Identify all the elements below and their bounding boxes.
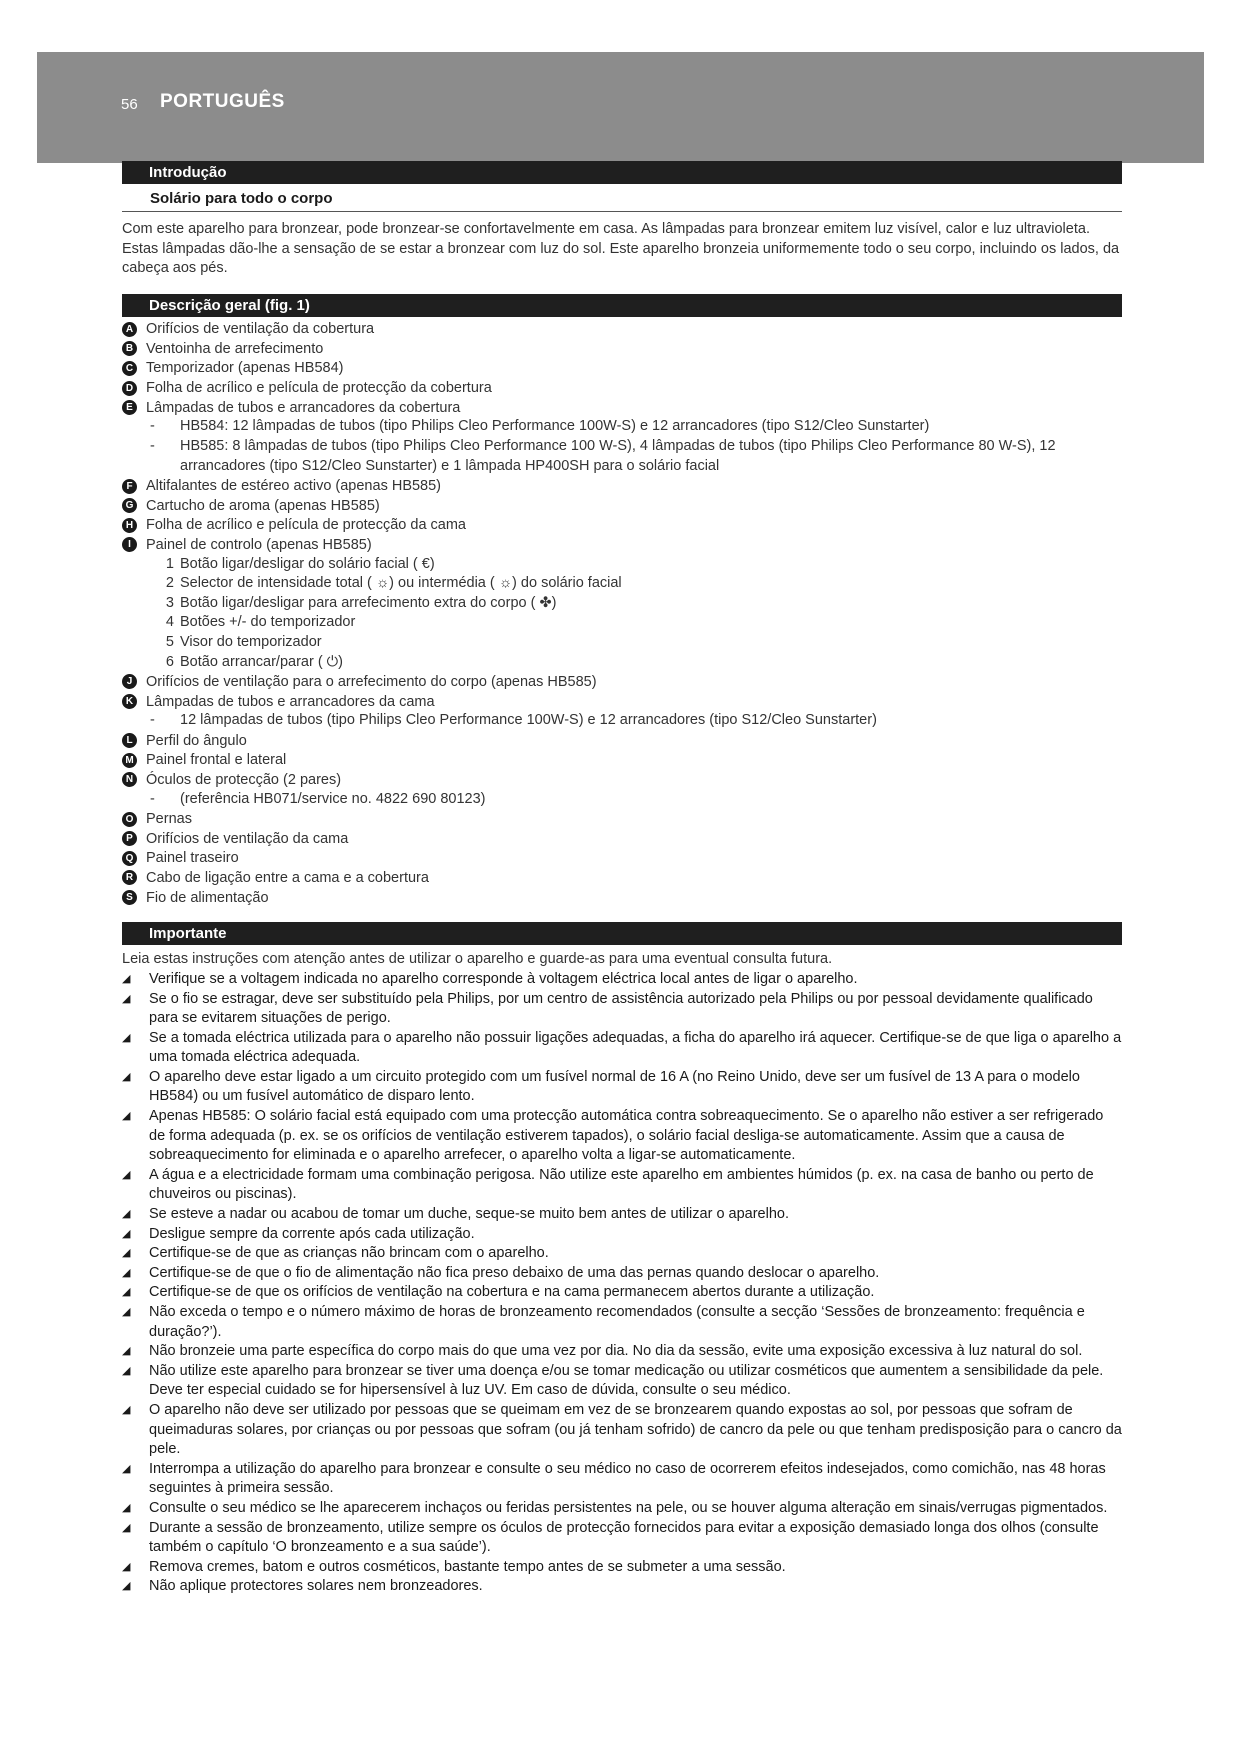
bullet-icon: ◢ [122,1462,131,1475]
overview-item-g [122,496,1122,516]
warning-item [122,1519,1122,1558]
warning-text: A água e a electricidade formam uma combinação perigosa. Não utilize este aparelho em ambientes húmidos (p. ex. na casa de banho ou perto de chuveiros ou piscinas). [149,1166,1094,1203]
subheading-solario: Solário para todo o corpo [122,187,1122,212]
overview-item-label: Fio de alimentação [146,889,269,906]
letter-p-badge: P [122,831,137,846]
overview-item-e [122,398,1122,418]
overview-item-f [122,476,1122,496]
bullet-icon: ◢ [122,972,131,985]
letter-s-badge: S [122,890,137,905]
intro-paragraph: Com este aparelho para bronzear, pode bronzear-se confortavelmente em casa. As lâmpadas para bronzear emitem luz visível, calor e luz ultravioleta. Estas lâmpadas dão-lhe a sensação de se estar a bronzear com luz do sol. Este aparelho bronzeia uniformemente todo o seu corpo, incluindo os lados, da cabeça aos pés. [122,221,1120,276]
overview-item-p [122,829,1122,849]
letter-b-badge: B [122,341,137,356]
overview-subitem-text: (referência HB071/service no. 4822 690 80123) [180,790,486,807]
bullet-icon: ◢ [122,1070,131,1083]
letter-h-badge: H [122,518,137,533]
warning-text: Verifique se a voltagem indicada no aparelho corresponde à voltagem eléctrica local antes de ligar o aparelho. [149,970,858,987]
overview-item-label: Orifícios de ventilação da cama [146,830,349,847]
overview-item-k [122,692,1122,712]
overview-subitem: - HB585: 8 lâmpadas de tubos (tipo Philips Cleo Performance 100 W-S), 4 lâmpadas de tubos (tipo Philips Cleo Performance 80 W-S), 12 arrancadores (tipo S12/Cleo Sunstarter) e 1 lâmpada HP400SH para o solário facial [122,437,1122,476]
bullet-icon: ◢ [122,1227,131,1240]
overview-item-r [122,868,1122,888]
letter-n-badge: N [122,772,137,787]
control-item-1: 1 Botão ligar/desligar do solário facial ( €) [165,555,435,572]
overview-list [122,320,1122,908]
letter-a-badge: A [122,322,137,337]
control-item-label: Botão ligar/desligar para arrefecimento extra do corpo ( ✤) [180,594,557,611]
warning-item [122,1205,1122,1225]
overview-item-b [122,339,1122,359]
overview-item-a [122,320,1122,340]
bullet-icon: ◢ [122,1345,131,1358]
warning-item [122,1342,1122,1362]
overview-subitem: - HB584: 12 lâmpadas de tubos (tipo Philips Cleo Performance 100W-S) e 12 arrancadores (tipo S12/Cleo Sunstarter) [122,417,1122,437]
letter-f-badge: F [122,479,137,494]
letter-d-badge: D [122,381,137,396]
letter-k-badge: K [122,694,137,709]
overview-item-d [122,378,1122,398]
warning-text: Não bronzeie uma parte específica do corpo mais do que uma vez por dia. No dia da sessão, evite uma exposição excessiva à luz natural do sol. [149,1343,1083,1360]
warning-text: Consulte o seu médico se lhe aparecerem inchaços ou feridas persistentes na pele, ou se houver alguma alteração em sinais/verrugas pigmentados. [149,1499,1108,1516]
overview-item-n [122,770,1122,790]
section-heading-intro: Introdução [122,161,1122,184]
control-item-5: 5 Visor do temporizador [165,634,322,650]
overview-item-label: Painel frontal e lateral [146,752,287,769]
overview-subitem: - (referência HB071/service no. 4822 690 80123) [122,790,1122,810]
letter-r-badge: R [122,870,137,885]
letter-i-badge: I [122,537,137,552]
letter-e-badge: E [122,400,137,415]
overview-item-label: Óculos de protecção (2 pares) [146,771,342,788]
important-intro: Leia estas instruções com atenção antes de utilizar o aparelho e guarde-as para uma eventual consulta futura. [122,951,833,968]
warning-item [122,1107,1122,1166]
overview-item-label: Ventoinha de arrefecimento [146,340,324,357]
overview-subitem-text: HB584: 12 lâmpadas de tubos (tipo Philips Cleo Performance 100W-S) e 12 arrancadores (tipo S12/Cleo Sunstarter) [180,418,930,435]
control-item-label: Botões +/- do temporizador [180,614,356,631]
language-title: PORTUGUÊS [160,91,285,112]
overview-item-o [122,809,1122,829]
warning-text: Desligue sempre da corrente após cada utilização. [149,1225,475,1242]
overview-item-label: Cartucho de aroma (apenas HB585) [146,497,380,514]
overview-subitem-text: HB585: 8 lâmpadas de tubos (tipo Philips Cleo Performance 100 W-S), 4 lâmpadas de tubos (tipo Philips Cleo Performance 80 W-S), 12 arrancadores (tipo S12/Cleo Sunstarter) e 1 lâmpada HP400SH para o solário facial [180,438,1056,474]
bullet-icon: ◢ [122,1247,131,1260]
bullet-icon: ◢ [122,1306,131,1318]
warning-item [122,1283,1122,1303]
warning-text: Não aplique protectores solares nem bronzeadores. [149,1578,483,1595]
warning-text: Certifique-se de que os orifícios de ventilação na cobertura e na cama permanecem abertos durante a utilização. [149,1284,875,1301]
warning-item [122,1362,1122,1401]
warning-text: O aparelho não deve ser utilizado por pessoas que se queimam em vez de se bronzearem quando expostas ao sol, por pessoas que sofram de queimaduras solares, por crianças ou por pessoas que sofram (ou já tenham sofrido) de cancro da pele ou que tenham predisposição para o cancro da pele. [149,1401,1122,1458]
bullet-icon: ◢ [122,1560,131,1573]
overview-item-m [122,751,1122,771]
control-item-6: 6 Botão arrancar/parar ( ⏻) [165,653,343,670]
warning-item [122,970,1122,990]
control-item-4: 4 Botões +/- do temporizador [165,614,356,631]
overview-item-label: Temporizador (apenas HB584) [146,360,344,377]
overview-item-label: Cabo de ligação entre a cama e a cobertura [146,869,429,886]
warning-text: Se esteve a nadar ou acabou de tomar um duche, seque-se muito bem antes de utilizar o aparelho. [149,1206,790,1223]
overview-item-label: Painel de controlo (apenas HB585) [146,536,372,553]
warning-item [122,1558,1122,1578]
warning-text: Não exceda o tempo e o número máximo de horas de bronzeamento recomendados (consulte a secção ‘Sessões de bronzeamento: frequência e duração?’). [149,1304,1085,1340]
section-heading-overview: Descrição geral (fig. 1) [122,294,1122,317]
overview-item-label: Lâmpadas de tubos e arrancadores da cama [146,693,435,710]
control-item-label: Botão arrancar/parar ( ⏻) [180,653,343,670]
overview-item-label: Painel traseiro [146,850,239,867]
warning-text: Se a tomada eléctrica utilizada para o aparelho não possuir ligações adequadas, a ficha do aparelho irá aquecer. Certifique-se de que liga o aparelho a uma tomada eléctrica adequada. [149,1029,1122,1066]
bullet-icon: ◢ [122,1364,131,1377]
overview-item-j [122,672,1122,692]
control-item-label: Botão ligar/desligar do solário facial ( €) [180,555,435,572]
bullet-icon: ◢ [122,1168,131,1181]
warning-item [122,1264,1122,1284]
letter-o-badge: O [122,812,137,827]
warning-item [122,1499,1122,1519]
bullet-icon: ◢ [122,1580,131,1593]
bullet-icon: ◢ [122,1031,131,1044]
overview-item-label: Pernas [146,811,192,828]
overview-item-label: Altifalantes de estéreo activo (apenas HB585) [146,478,442,495]
warning-item [122,1303,1122,1342]
bullet-icon: ◢ [122,1286,131,1299]
overview-item-h [122,515,1122,535]
overview-item-label: Folha de acrílico e película de protecção da cama [146,517,466,534]
letter-l-badge: L [122,733,137,748]
control-item-label: Visor do temporizador [180,634,322,650]
warning-item [122,1401,1122,1460]
warning-item [122,1244,1122,1264]
warning-text: Durante a sessão de bronzeamento, utilize sempre os óculos de protecção fornecidos para evitar a exposição demasiado longa dos olhos (consulte também o capítulo ‘O bronzeamento e a sua saúde’). [149,1519,1099,1556]
warning-item [122,1166,1122,1205]
bullet-icon: ◢ [122,1501,131,1514]
letter-q-badge: Q [122,851,137,866]
warning-text: Apenas HB585: O solário facial está equipado com uma protecção automática contra sobreaquecimento. Se o aparelho não estiver a ser refrigerado de forma adequada (p. ex. se os orifícios de ventilação estiverem tapados), o solário facial desliga-se automaticamente. Assim que a causa de sobreaquecimento for eliminada e o aparelho arrefecer, o aparelho volta a ligar-se automaticamente. [149,1108,1104,1164]
important-list [122,950,1122,1597]
overview-item-label: Orifícios de ventilação da cobertura [146,321,375,338]
overview-item-q [122,849,1122,869]
page-content [122,161,1122,1597]
warning-text: Se o fio se estragar, deve ser substituído pela Philips, por um centro de assistência autorizado pela Philips ou por pessoal devidamente qualificado para se evitarem situações de perigo. [149,990,1093,1027]
overview-item-i [122,535,1122,555]
control-item-3: 3 Botão ligar/desligar para arrefecimento extra do corpo ( ✤) [165,594,557,611]
warning-item [122,1225,1122,1245]
letter-j-badge: J [122,674,137,689]
letter-m-badge: M [122,753,137,768]
page-number: 56 [121,96,138,113]
warning-item [122,1029,1122,1068]
section-heading-important: Importante [122,922,1122,945]
overview-item-label: Orifícios de ventilação para o arrefecimento do corpo (apenas HB585) [146,673,597,690]
bullet-icon: ◢ [122,992,131,1005]
overview-item-label: Perfil do ângulo [146,732,247,749]
warning-text: O aparelho deve estar ligado a um circuito protegido com um fusível normal de 16 A (no Reino Unido, deve ser um fusível de 13 A para o modelo HB584) ou um fusível automático de disparo lento. [149,1068,1080,1105]
letter-c-badge: C [122,361,137,376]
letter-g-badge: G [122,498,137,513]
overview-item-l [122,731,1122,751]
overview-item-s [122,888,1122,908]
warning-item [122,1460,1122,1499]
bullet-icon: ◢ [122,1403,131,1416]
overview-subitem-text: 12 lâmpadas de tubos (tipo Philips Cleo Performance 100W-S) e 12 arrancadores (tipo S12/Cleo Sunstarter) [180,712,877,729]
warning-text: Certifique-se de que as crianças não brincam com o aparelho. [149,1245,549,1262]
warning-item [122,1068,1122,1107]
overview-item-c [122,359,1122,379]
warning-text: Certifique-se de que o fio de alimentação não fica preso debaixo de uma das pernas quando deslocar o aparelho. [149,1264,880,1281]
warning-text: Interrompa a utilização do aparelho para bronzear e consulte o seu médico no caso de ocorrerem efeitos indesejados, como comichão, nas 48 horas seguintes à primeira sessão. [149,1460,1106,1497]
overview-item-label: Folha de acrílico e película de protecção da cobertura [146,380,492,397]
warning-item [122,1577,1122,1597]
warning-text: Não utilize este aparelho para bronzear se tiver uma doença e/ou se tomar medicação ou utilizar cosméticos que aumentem a sensibilidade da pele. Deve ter especial cuidado se for hipersensível à luz UV. Em caso de dúvida, consulte o seu médico. [149,1362,1104,1399]
control-item-label: Selector de intensidade total ( ☼) ou intermédia ( ☼) do solário facial [180,575,622,592]
overview-item-label: Lâmpadas de tubos e arrancadores da cobertura [146,399,461,416]
page-header [37,52,1204,163]
bullet-icon: ◢ [122,1110,131,1123]
bullet-icon: ◢ [122,1266,131,1279]
control-item-2: 2 Selector de intensidade total ( ☼) ou intermédia ( ☼) do solário facial [165,575,622,592]
bullet-icon: ◢ [122,1521,131,1534]
overview-subitem: - 12 lâmpadas de tubos (tipo Philips Cleo Performance 100W-S) e 12 arrancadores (tipo S12/Cleo Sunstarter) [122,711,1122,731]
warning-text: Remova cremes, batom e outros cosméticos, bastante tempo antes de se submeter a uma sessão. [149,1558,786,1575]
warning-item [122,990,1122,1029]
bullet-icon: ◢ [122,1208,131,1221]
